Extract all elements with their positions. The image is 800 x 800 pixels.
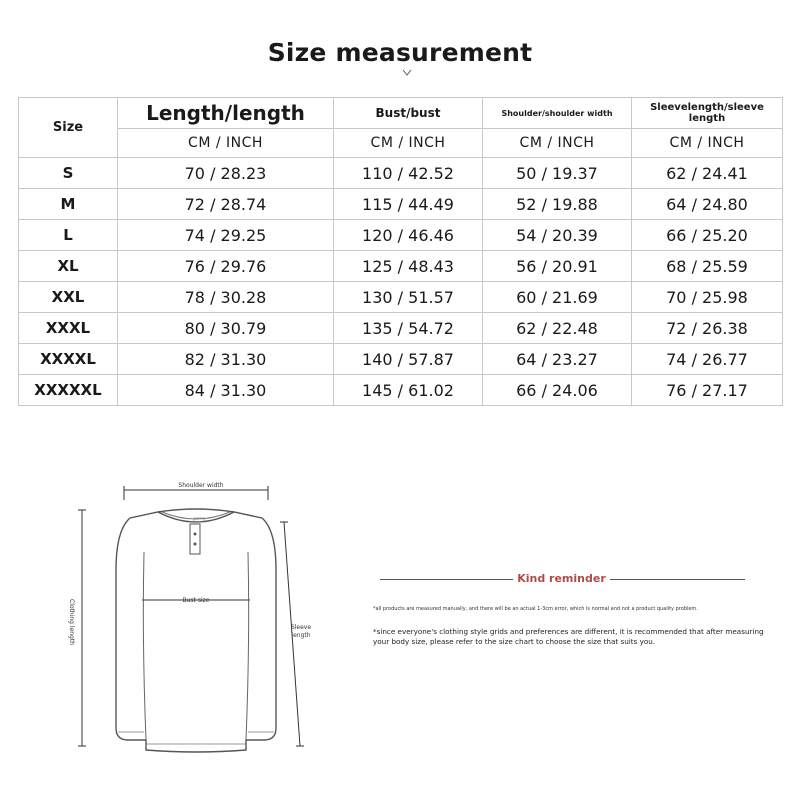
length-cell: 76 / 29.76 <box>118 251 334 282</box>
table-row <box>19 282 783 313</box>
shoulder-cell: 66 / 24.06 <box>483 375 632 406</box>
shoulder-cell: 52 / 19.88 <box>483 189 632 220</box>
length-cell: 82 / 31.30 <box>118 344 334 375</box>
header-shoulder: Shoulder/shoulder width <box>483 98 632 129</box>
length-cell: 70 / 28.23 <box>118 158 334 189</box>
sleeve-cell: 64 / 24.80 <box>632 189 783 220</box>
unit-length: CM / INCH <box>118 129 334 158</box>
size-cell: L <box>19 220 118 251</box>
table-unit-row <box>19 129 783 158</box>
reminder-note-size-choice: *since everyone's clothing style grids and preferences are different, it is recommended that after measuring your body size, please refer to the size chart to choose the size that suits you. <box>373 627 764 646</box>
sleeve-cell: 70 / 25.98 <box>632 282 783 313</box>
reminder-title: Kind reminder <box>517 572 606 585</box>
unit-shoulder: CM / INCH <box>483 129 632 158</box>
length-cell: 80 / 30.79 <box>118 313 334 344</box>
shoulder-width-label: Shoulder width <box>178 482 224 489</box>
shoulder-cell: 56 / 20.91 <box>483 251 632 282</box>
shoulder-cell: 62 / 22.48 <box>483 313 632 344</box>
size-cell: XXL <box>19 282 118 313</box>
header-size: Size <box>19 98 118 158</box>
table-row <box>19 220 783 251</box>
chevron-down-icon <box>402 68 412 78</box>
sleeve-length-label: Sleeve length <box>290 624 312 639</box>
sleeve-cell: 76 / 27.17 <box>632 375 783 406</box>
table-row <box>19 313 783 344</box>
length-cell: 84 / 31.30 <box>118 375 334 406</box>
shoulder-cell: 60 / 21.69 <box>483 282 632 313</box>
size-cell: XXXXXL <box>19 375 118 406</box>
bust-size-label: Bust size <box>182 597 210 604</box>
bust-cell: 135 / 54.72 <box>334 313 483 344</box>
size-cell: M <box>19 189 118 220</box>
table-row <box>19 158 783 189</box>
shirt-outline-icon <box>0 440 360 800</box>
size-cell: XXXXL <box>19 344 118 375</box>
table-row <box>19 344 783 375</box>
divider <box>380 579 513 580</box>
sleeve-cell: 74 / 26.77 <box>632 344 783 375</box>
sleeve-cell: 72 / 26.38 <box>632 313 783 344</box>
table-row <box>19 251 783 282</box>
header-sleeve: Sleevelength/sleeve length <box>632 98 783 129</box>
bust-cell: 125 / 48.43 <box>334 251 483 282</box>
divider <box>610 579 745 580</box>
kind-reminder <box>370 568 790 688</box>
size-cell: XL <box>19 251 118 282</box>
unit-sleeve: CM / INCH <box>632 129 783 158</box>
garment-diagram <box>0 440 360 800</box>
length-cell: 72 / 28.74 <box>118 189 334 220</box>
header-bust: Bust/bust <box>334 98 483 129</box>
clothing-length-label: Clothing length <box>68 599 75 645</box>
sleeve-cell: 66 / 25.20 <box>632 220 783 251</box>
length-cell: 78 / 30.28 <box>118 282 334 313</box>
shoulder-cell: 54 / 20.39 <box>483 220 632 251</box>
page-title: Size measurement <box>267 38 533 67</box>
bust-cell: 110 / 42.52 <box>334 158 483 189</box>
shoulder-cell: 64 / 23.27 <box>483 344 632 375</box>
bust-cell: 130 / 51.57 <box>334 282 483 313</box>
unit-bust: CM / INCH <box>334 129 483 158</box>
table-header-row <box>19 98 783 129</box>
table-row <box>19 189 783 220</box>
size-cell: XXXL <box>19 313 118 344</box>
bust-cell: 140 / 57.87 <box>334 344 483 375</box>
size-cell: S <box>19 158 118 189</box>
sleeve-cell: 62 / 24.41 <box>632 158 783 189</box>
bust-cell: 115 / 44.49 <box>334 189 483 220</box>
sleeve-cell: 68 / 25.59 <box>632 251 783 282</box>
reminder-note-measurement: *all products are measured manually, and there will be an actual 1-3cm error, which is normal and not a product quality problem. <box>373 606 698 612</box>
header-length: Length/length <box>118 98 334 129</box>
length-cell: 74 / 29.25 <box>118 220 334 251</box>
table-row <box>19 375 783 406</box>
shoulder-cell: 50 / 19.37 <box>483 158 632 189</box>
bust-cell: 145 / 61.02 <box>334 375 483 406</box>
bust-cell: 120 / 46.46 <box>334 220 483 251</box>
size-table <box>18 97 783 406</box>
